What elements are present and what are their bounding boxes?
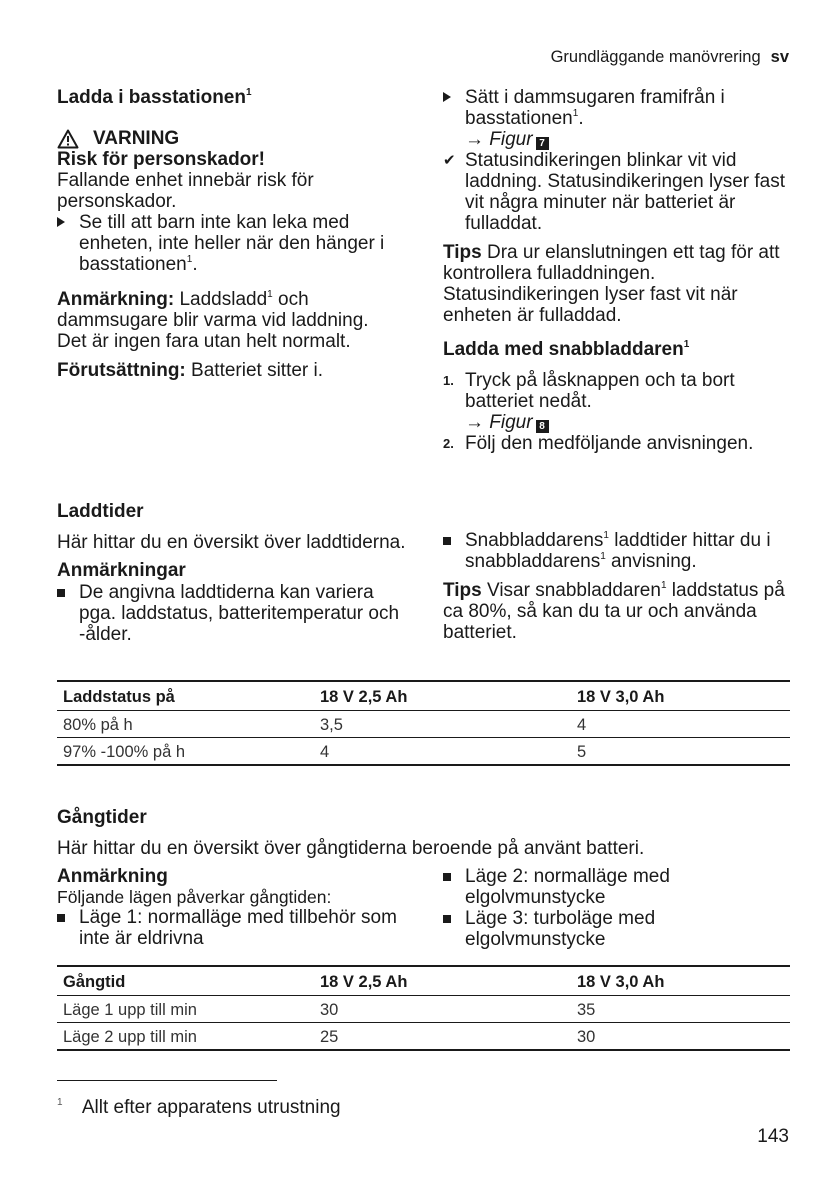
- warning-text: Fallande enhet innebär risk för personskador.: [57, 170, 314, 212]
- footnote: [57, 1092, 341, 1118]
- table-header-cell: 18 V 2,5 Ah: [314, 966, 571, 996]
- prerequisite-paragraph: Förutsättning: Batteriet sitter i.: [57, 360, 324, 381]
- table-cell: 30: [571, 1023, 790, 1051]
- snabbladdare-steps: [443, 370, 793, 412]
- basstation-right-column: [443, 87, 793, 454]
- list-item: Sätt i dammsugaren framifrån i basstationen$^1$.: [443, 87, 793, 129]
- gangtider-right-column: [443, 866, 793, 950]
- footnote-text: Allt efter apparatens utrustning: [81, 1097, 341, 1118]
- table-cell: 3,5: [314, 711, 571, 738]
- table-header-cell: Gångtid: [57, 966, 314, 996]
- snabbladdare-steps-2: [443, 433, 793, 454]
- table-cell: 30: [314, 996, 571, 1023]
- list-item: Snabbladdarens$^1$ laddtider hittar du i snabbladdarens$^1$ anvisning.: [443, 530, 793, 572]
- gangtider-table: [57, 965, 790, 1051]
- laddtider-intro: Här hittar du en översikt över laddtiderna.: [57, 532, 406, 553]
- warning-triangle-icon: [57, 129, 79, 149]
- page-number: 143: [757, 1126, 789, 1147]
- table-row: [57, 1023, 790, 1051]
- notes-heading: Anmärkningar: [57, 560, 186, 581]
- table-header-row: [57, 966, 790, 996]
- figure-reference: → Figur 8: [443, 412, 793, 433]
- table-header-cell: 18 V 3,0 Ah: [571, 966, 790, 996]
- list-item: 1. Tryck på låsknappen och ta bort batteriet nedåt.: [443, 370, 735, 412]
- warning-title: Risk för personskador!: [57, 149, 265, 170]
- charging-steps: [443, 87, 793, 129]
- table-cell: Läge 2 upp till min: [57, 1023, 314, 1051]
- table-row: [57, 738, 790, 766]
- laddtider-left-column: [57, 501, 407, 645]
- gangtider-section: [57, 807, 797, 859]
- laddtider-right-column: [443, 530, 793, 643]
- basstation-left-column: [57, 87, 397, 381]
- list-item: Läge 1: normalläge med tillbehör som inte är eldrivna: [57, 907, 407, 949]
- laddtider-tip: Tips Visar snabbladdaren$^1$ laddstatus på ca 80%, så kan du ta ur och använda batteriet.: [443, 580, 785, 643]
- list-item: De angivna laddtiderna kan variera pga. laddstatus, batteritemperatur och -ålder.: [57, 582, 407, 645]
- figure-reference: → Figur 7: [443, 129, 793, 150]
- section-title: Grundläggande manövrering: [550, 48, 761, 66]
- section-heading-basstation: Ladda i basstationen$^1$: [57, 87, 252, 108]
- modes-list-2: [443, 866, 793, 950]
- list-item: ✔ Statusindikeringen blinkar vit vid laddning. Statusindikeringen lyser fast vit några minuter när batteriet är fulladdat.: [443, 150, 786, 234]
- table-header-cell: 18 V 2,5 Ah: [314, 681, 571, 711]
- footnote-divider: [57, 1080, 277, 1081]
- laddtider-table-wrap: [57, 680, 790, 766]
- table-cell: 97% -100% på h: [57, 738, 314, 766]
- table-header-row: [57, 681, 790, 711]
- table-cell: Läge 1 upp till min: [57, 996, 314, 1023]
- section-heading-laddtider: Laddtider: [57, 501, 144, 522]
- list-item: Se till att barn inte kan leka med enheten, inte heller när den hänger i basstationen$^1$.: [57, 212, 397, 275]
- section-heading-gangtider: Gångtider: [57, 807, 147, 828]
- gangtider-intro: Här hittar du en översikt över gångtiderna beroende på använt batteri.: [57, 838, 645, 859]
- laddtider-table: [57, 680, 790, 766]
- table-row: [57, 711, 790, 738]
- footnote-number: 1: [57, 1097, 63, 1108]
- table-cell: 25: [314, 1023, 571, 1051]
- running-header: [551, 47, 789, 67]
- warning-header: [57, 128, 397, 149]
- list-item: Läge 3: turboläge med elgolvmunstycke: [443, 908, 793, 950]
- gangtider-left-column: [57, 866, 407, 949]
- table-cell: 4: [571, 711, 790, 738]
- language-code: sv: [770, 48, 789, 66]
- section-heading-snabbladdare: Ladda med snabbladdaren$^1$: [443, 339, 690, 360]
- laddtider-notes: [57, 582, 407, 645]
- warning-steps: [57, 212, 397, 275]
- note-intro: Följande lägen påverkar gångtiden:: [57, 887, 332, 907]
- modes-list: [57, 907, 407, 949]
- tip-paragraph: Tips Dra ur elanslutningen ett tag för att kontrollera fulladdningen. Statusindikeringen lyser fast vit när enheten är fulladdad.: [443, 242, 780, 326]
- table-row: [57, 996, 790, 1023]
- table-cell: 5: [571, 738, 790, 766]
- result-list: [443, 150, 793, 234]
- note-paragraph: Anmärkning: Laddsladd$^1$ och dammsugare blir varma vid laddning. Det är ingen fara utan helt normalt.: [57, 289, 369, 352]
- gangtider-table-wrap: [57, 965, 790, 1051]
- laddtider-notes-2: [443, 530, 793, 572]
- note-heading: Anmärkning: [57, 866, 168, 887]
- list-item: Läge 2: normalläge med elgolvmunstycke: [443, 866, 793, 908]
- list-item: 2. Följ den medföljande anvisningen.: [443, 433, 754, 454]
- table-cell: 4: [314, 738, 571, 766]
- table-header-cell: Laddstatus på: [57, 681, 314, 711]
- table-header-cell: 18 V 3,0 Ah: [571, 681, 790, 711]
- warning-label: VARNING: [93, 128, 180, 149]
- table-cell: 35: [571, 996, 790, 1023]
- table-cell: 80% på h: [57, 711, 314, 738]
